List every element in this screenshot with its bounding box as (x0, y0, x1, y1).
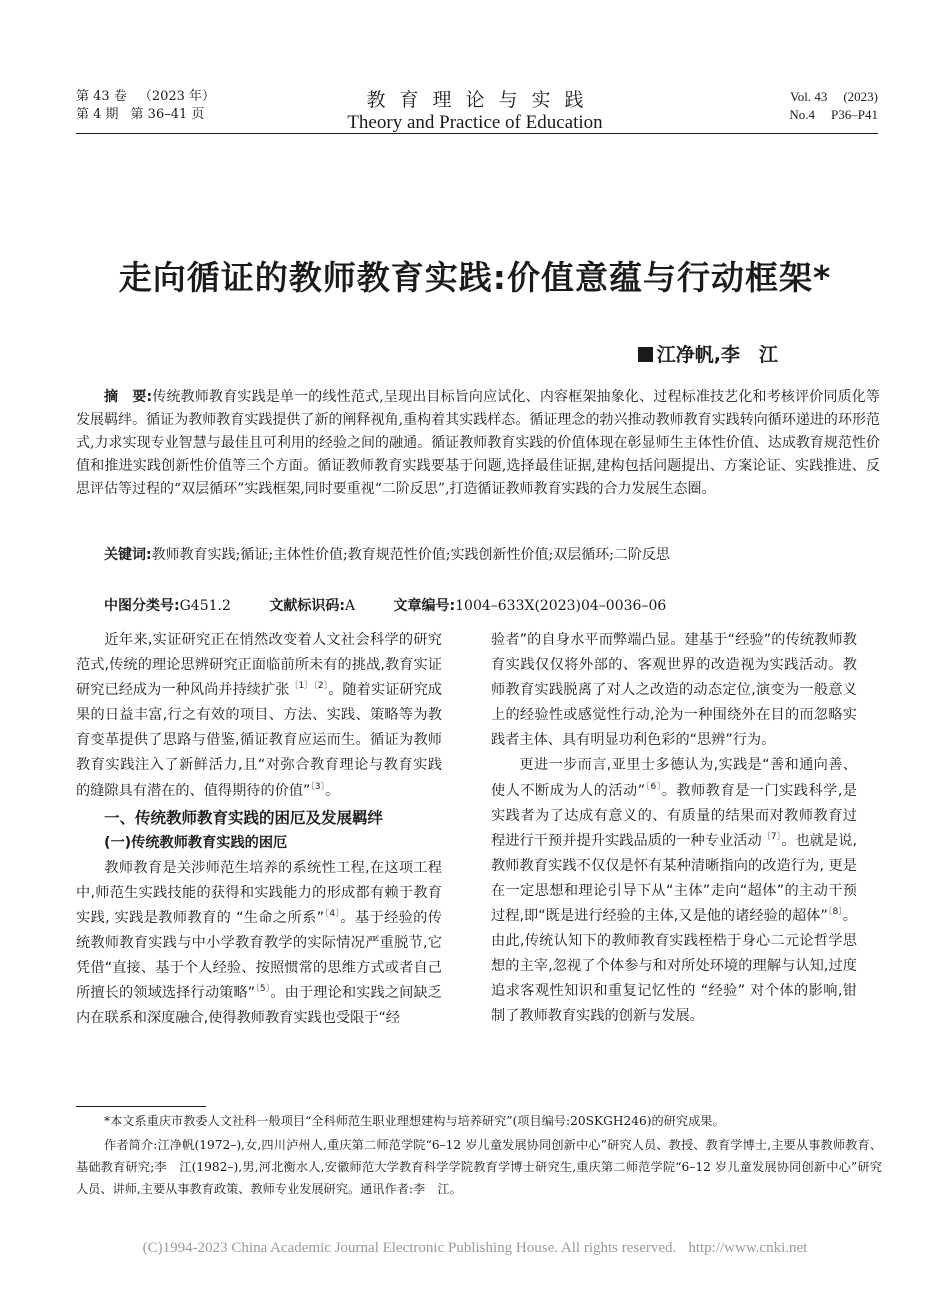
article-title: 走向循证的教师教育实践:价值意蕴与行动框架* (118, 258, 832, 297)
footnote-author-bio: 作者简介:江净帆(1972–),女,四川泸州人,重庆第二师范学院“6–12 岁儿童发展协同创新中心”研究人员、教授、教育学博士,主要从事教师教育、基础教育研究;李 江(1982–),男,河北衡水人,安徽师范大学教育科学学院教育学博士研究生,重庆第二师范学院“6–12 岁儿童发展协同创新中心”研究人员、讲师,主要从事教育政策、教师专业发展研究。通讯作者:李 江。 (76, 1138, 882, 1196)
citation: 〔7〕 (761, 831, 782, 842)
author-names: 江净帆,李 江 (656, 344, 778, 366)
issue-en: No.4 (789, 107, 816, 122)
doc-code-value: A (344, 598, 356, 614)
journal-header-right (773, 88, 878, 124)
journal-header-left (76, 88, 227, 124)
footnote-rule (76, 1106, 206, 1107)
citation: 〔4〕 (324, 908, 341, 919)
keywords-label: 关键词: (104, 547, 152, 563)
citation: 〔3〕 (310, 781, 326, 792)
footnote-fund: *本文系重庆市教委人文社科一般项目“全科师范生职业理想建构与培养研究”(项目编号:20SKGH246)的研究成果。 (104, 1114, 725, 1128)
keywords (76, 544, 880, 567)
copyright-text: (C)1994-2023 China Academic Journal Electronic Publishing House. All rights reserved. (142, 1240, 677, 1256)
author-marker (638, 347, 653, 362)
section-heading: 一、传统教师教育实践的困厄及发展羁绊 (104, 808, 384, 827)
article-no-label: 文章编号: (393, 598, 456, 614)
header-rule (76, 133, 878, 134)
journal-title-cn: 教育理论与实践 (366, 89, 598, 111)
citation: 〔5〕 (255, 984, 271, 995)
clc-label: 中图分类号: (104, 598, 180, 614)
article-no-value: 1004–633X(2023)04–0036–06 (455, 598, 667, 614)
citation: 〔6〕 (645, 781, 662, 792)
body-column-left (76, 628, 442, 1031)
paragraph: 近年来,实证研究正在悄然改变着人文社会科学的研究范式,传统的理论思辨研究正面临前所未有的挑战,教育实证研究已经成为一种风尚并持续扩张$^{〔1〕〔2〕}$。随着实证研究成果的日益丰富,行之有效的项目、方法、实践、策略等为教育变革提供了思路与借鉴,循证教育应运而生。循证为教师教育实践注入了新鲜活力,且“对弥合教育理论与教育实践的缝隙具有潜在的、值得期待的价值”$^{〔3〕}$。 (76, 632, 442, 799)
citation: 〔8〕 (827, 907, 843, 918)
year-en: (2023) (843, 89, 878, 104)
copyright-footer (0, 1240, 950, 1257)
paragraph: 教师教育是关涉师范生培养的系统性工程,在这项工程中,师范生实践技能的获得和实践能力的形成都有赖于教育实践, 实践是教师教育的 “生命之所系”$^{〔4〕}$。基于经验的传统教师教育实践与中小学教育教学的实际情况严重脱节,它凭借“直接、基于个人经验、按照惯常的思维方式或者自己所擅长的领域选择行动策略”$^{〔5〕}$。由于理论和实践之间缺乏内在联系和深度融合,使得教师教育实践也受限于“经 (76, 859, 442, 1027)
keywords-text: 教师教育实践;循证;主体性价值;教育规范性价值;实践创新性价值;双层循环;二阶反思 (151, 547, 670, 563)
pages-en: P36–P41 (831, 107, 878, 122)
citation: 〔1〕〔2〕 (289, 681, 329, 692)
classification-meta (104, 596, 700, 616)
year: （2023 年） (138, 89, 216, 104)
abstract-text: 传统教师教育实践是单一的线性范式,呈现出目标旨向应试化、内容框架抽象化、过程标准技艺化和考核评价同质化等发展羁绊。循证为教师教育实践提供了新的阐释视角,重构着其实践样态。循证理念的勃兴推动教师教育实践转向循环递进的环形范式,力求实现专业智慧与最佳且可利用的经验之间的融通。循证教师教育实践的价值体现在彰显师生主体性价值、达成教育规范性价值和推进实践创新性价值等三个方面。循证教师教育实践要基于问题,选择最佳证据,建构包括问题提出、方案论证、实践推进、反思评估等过程的“双层循环”实践框架,同时要重视“二阶反思”,打造循证教师教育实践的合力发展生态圈。 (76, 389, 880, 497)
cnki-url[interactable]: http://www.cnki.net (688, 1240, 808, 1256)
abstract-label: 摘 要: (104, 389, 153, 405)
issue: 第 4 期 (76, 107, 119, 122)
journal-header-center (300, 88, 650, 134)
volume: 第 43 卷 (76, 89, 127, 104)
journal-title-en: Theory and Practice of Education (347, 112, 603, 133)
authors (638, 340, 778, 367)
abstract (76, 386, 880, 501)
paragraph: 更进一步而言,亚里士多德认为,实践是“善和通向善、使人不断成为人的活动”$^{〔6〕}$。教师教育是一门实践科学,是实践者为了达成有意义的、有质量的结果而对教师教育过程进行干预并提升实践品质的一种专业活动$^{〔7〕}$。也就是说,教师教育实践不仅仅是怀有某种清晰指向的改造行为, 更是在一定思想和理论引导下从“主体”走向“超体”的主动干预过程,即“既是进行经验的主体,又是他的诸经验的超体”$^{〔8〕}$。由此,传统认知下的教师教育实践桎梏于身心二元论哲学思想的主宰,忽视了个体参与和对所处环境的理解与认知,过度追求客观性知识和重复记忆性的 “经验” 对个体的影响,钳制了教师教育实践的创新与发展。 (491, 757, 857, 1025)
doc-code-label: 文献标识码: (269, 598, 345, 614)
pages: 第 36–41 页 (130, 107, 205, 122)
clc-value: G451.2 (179, 598, 231, 614)
paragraph: 验者”的自身水平而弊端凸显。建基于“经验”的传统教师教育实践仅仅将外部的、客观世界的改造视为实践活动。教师教育实践脱离了对人之改造的动态定位,演变为一般意义上的经验性或感觉性行动,沦为一种围绕外在目的而忽略实践者主体、具有明显功利色彩的“思辨”行为。 (491, 632, 857, 749)
body-column-right (491, 628, 857, 1030)
volume-en: Vol. 43 (790, 89, 828, 104)
subsection-heading: (一)传统教师教育实践的困厄 (104, 834, 288, 851)
